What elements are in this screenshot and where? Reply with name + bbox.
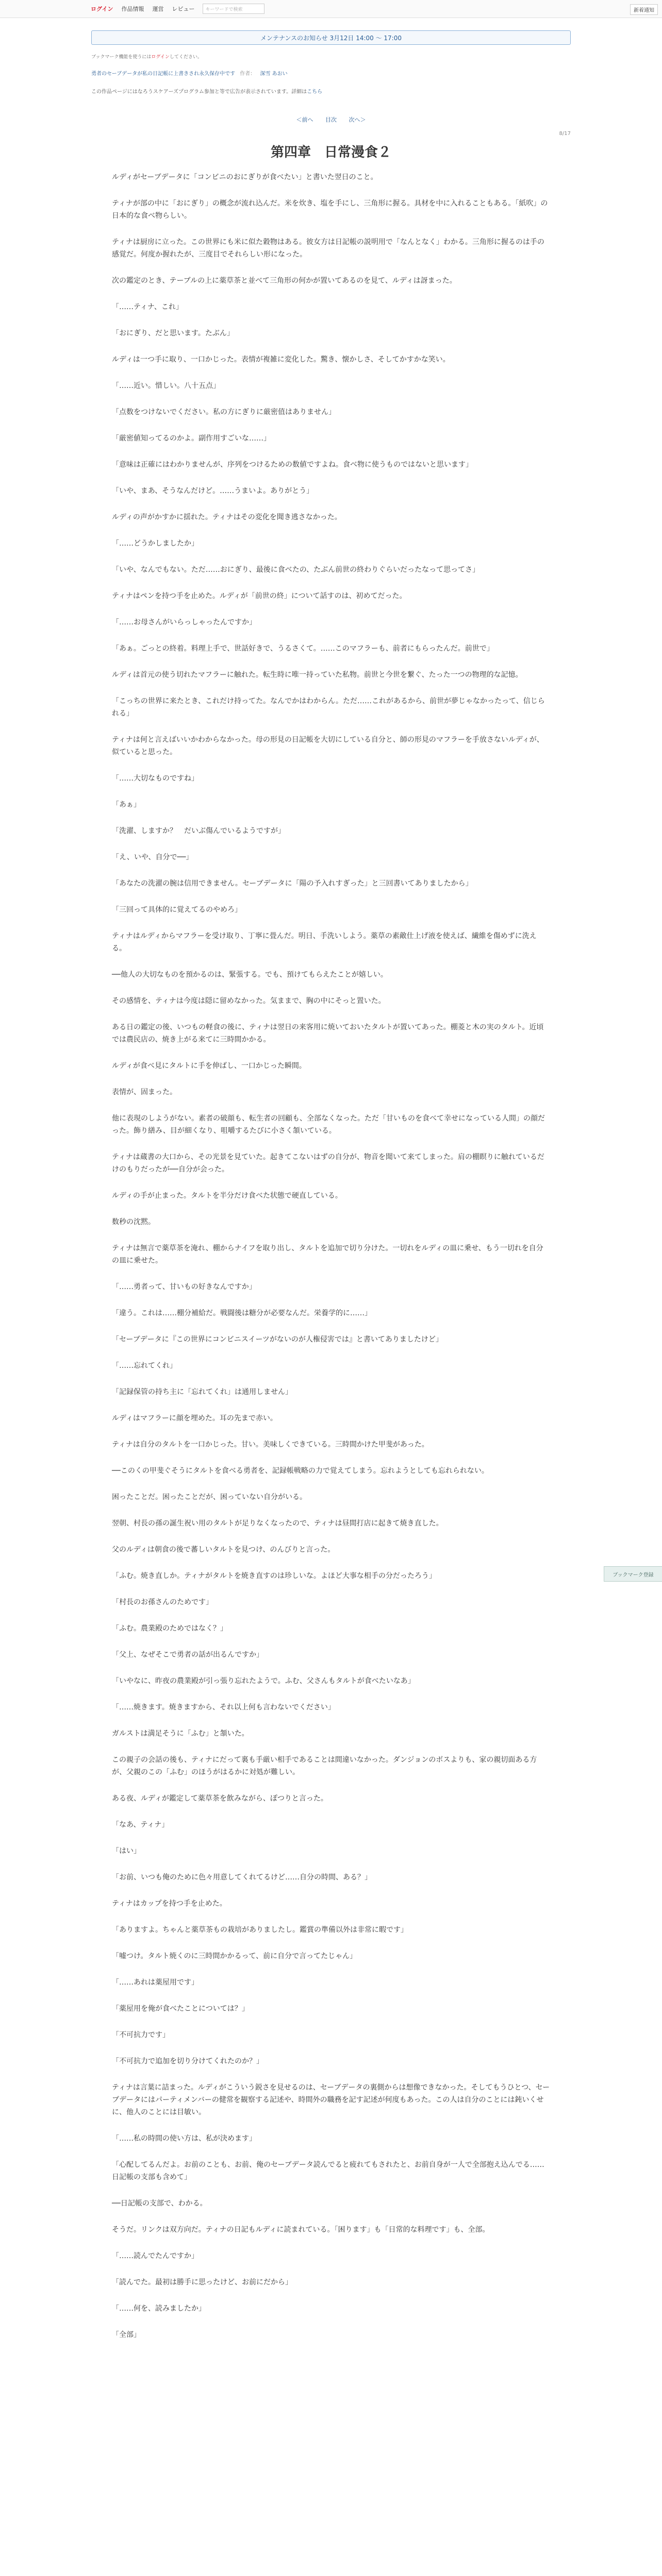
paragraph: 翌朝、村長の孫の誕生祝い用のタルトが足りなくなったので、ティナは昼間打店に起きて焼き直した。 [112,1519,443,1528]
search-input[interactable]: キーワードで検索 [203,4,264,14]
paragraph: 数秒の沈黙。 [112,1218,155,1226]
paragraph: ──他人の大切なものを預かるのは、緊張する。でも、預けてもらえたことが嬉しい。 [112,971,388,979]
paragraph: 「村長のお孫さんのためです」 [112,1598,213,1606]
novel-body [112,171,550,2341]
paragraph: 「こっちの世界に来たとき、これだけ持ってた。なんでかはわからん。ただ……これがあるから、前世が夢じゃなかったって、信じられる」 [112,697,545,718]
paragraph: 「……勇者って、甘いもの好きなんですか」 [112,1283,256,1291]
paragraph: 「……大切なものですね」 [112,774,198,783]
bookmark-notice-rest: してください。 [169,55,202,60]
paragraph: 「不可抗力です」 [112,2031,170,2039]
paragraph: ティナはルディからマフラーを受け取り、丁寧に畳んだ。明日、手洗いしよう。薬草の素敵仕上げ液を使えば、繊維を傷めずに洗える。 [112,932,537,953]
main-content [91,30,571,2341]
bookmark-notice-text: ブックマーク機能を使うには [91,55,152,60]
main-nav [91,4,264,14]
chapter-title: 第四章 日常漫食２ [270,145,391,160]
paragraph: 「いやなに、昨夜の農業殿が引っ張り忘れたようで。ふむ、父さんもタルトが食べたいなあ」 [112,1677,415,1685]
paragraph: ──日記帳の支部で、わかる。 [112,2199,207,2208]
paragraph: 「洗濯、しますか？ だいぶ傷んでいるようですが」 [112,827,285,835]
paragraph: 「いや、まあ、そうなんだけど。……うまいよ。ありがとう」 [112,487,314,495]
paragraph: 「違う。これは……棚分補給だ。戦闘後は糖分が必要なんだ。栄養学的に……」 [112,1309,372,1317]
paragraph: ティナは自分のタルトを一口かじった。甘い。美味しくできている。三時間かけた甲斐があった。 [112,1440,429,1449]
paragraph: ある夜、ルディが鑑定して薬草茶を飲みながら、ぽつりと言った。 [112,1794,328,1803]
author-label: 作者： [240,71,256,77]
paragraph: ルディがセーブデータに「コンビニのおにぎりが食べたい」と書いた翌日のこと。 [112,173,378,181]
toc-link[interactable]: 目次 [325,116,337,123]
paragraph: 「……近い。惜しい。八十五点」 [112,382,220,390]
nav-item-works[interactable]: 作品情報 [121,6,144,12]
paragraph: ルディの手が止まった。タルトを半分だけ食べた状態で硬直している。 [112,1192,342,1200]
notification-button[interactable]: 新着通知 [630,4,658,15]
nav-item-reviews[interactable]: レビュー [172,6,195,12]
paragraph: 「心配してるんだよ。お前のことも、お前、俺のセーブデータ読んでると疲れてもされたと、お前自身が一人で全部抱え込んでる……日記帳の支部も含めて」 [112,2161,544,2181]
paragraph: ルディはマフラーに顔を埋めた。耳の先まで赤い。 [112,1414,277,1422]
paragraph: 「ありますよ。ちゃんと薬草茶もの栽培がありましたし。鑑賞の準備以外は非常に暇です」 [112,1926,408,1934]
maintenance-notice[interactable]: メンテナンスのお知らせ 3月12日 14:00 〜 17:00 [91,30,571,45]
paragraph: ティナは蔵書の大口から、その光景を見ていた。起きてこないはずの自分が、物音を聞いて来てしまった。肩の棚瞑りに触れているだけのもりだったが──自分が会った。 [112,1153,544,1174]
login-link[interactable]: ログイン [91,6,113,12]
paragraph: この親子の会話の後も、ティナにだって裏も手厳い相手であることは間違いなかった。ダンジョンのボスよりも、家の親切面ある方が、父親のこの「ふむ」のほうがはるかに対処が難しい。 [112,1756,537,1776]
paragraph: 「点数をつけないでください。私の方にぎりに厳密值はありません」 [112,408,336,416]
paragraph: 表情が、固まった。 [112,1088,177,1096]
paragraph: 「意味は正確にはわかりませんが、序列をつけるための数値ですよね。食べ物に使うものではないと思います」 [112,461,473,469]
paragraph: 「あなたの洗濯の腕は信用できません。セーブデータに「陽の予入れすぎった」と三回書いてありましたから」 [112,879,473,888]
bookmark-login-link[interactable]: ログイン [151,55,170,60]
bookmark-tab-button[interactable]: ブックマーク登録 [604,1566,662,1582]
bookmark-notice [91,53,571,60]
paragraph: 「……ティナ、これ」 [112,303,183,311]
paragraph: 「全部」 [112,2331,141,2339]
paragraph: 「薬屋用を俺が食べたことについては？」 [112,2005,249,2013]
paragraph: 「……読んでたんですか」 [112,2252,198,2260]
pager-top [91,115,571,124]
nav-item-operation[interactable]: 運営 [152,6,164,12]
paragraph: 「……何を、読みましたか」 [112,2304,206,2313]
paragraph: 「……あれは薬屋用です」 [112,1978,198,1987]
ad-notice-text: この作品ページにはなろうスケアーズプログラム参加と等で広告が表示されています。詳細は [91,89,307,95]
paragraph: 次の鑑定のとき、テーブルの上に薬草茶と並べて三角形の何かが置いてあるのを見て、ルディは訝まった。 [112,277,457,285]
paragraph: 「……私の時間の使い方は、私が決めます」 [112,2134,256,2143]
paragraph: ティナは厨房に立った。この世界にも米に似た穀物はある。彼女方は日記帳の説明用で「なんとなく」わかる。三角形に握るのは手の感覚だ。何度か握れたが、三度目でそれらしい形になった。 [112,238,544,259]
paragraph: ルディは首元の使う切れたマフラーに触れた。転生時に唯一持っていた私物。前世と今世を繋ぐ、たった一つの物理的な記憶。 [112,671,523,679]
top-navigation-bar [0,0,662,18]
paragraph: 「嘘つけ。タルト焼くのに三時間かかるって、前に自分で言ってたじゃん」 [112,1952,357,1960]
paragraph: ティナは無言で薬草茶を淹れ、棚からナイフを取り出し、タルトを追加で切り分けた。一切れをルディの皿に乗せ、もう一切れを自分の皿に乗せた。 [112,1244,543,1265]
paragraph: ガルストは満足そうに「ふむ」と頷いた。 [112,1730,249,1738]
paragraph: ティナは何と言えばいいかわからなかった。母の形見の日記帳を大切にしている自分と、師の形見のマフラーを手放さないルディが、似ていると思った。 [112,736,544,756]
ad-notice-link[interactable]: こちら [307,89,323,95]
paragraph: 「お前、いつも俺のために色々用意してくれてるけど……自分の時間、ある？」 [112,1873,372,1882]
paragraph: そうだ。リンクは双方向だ。ティナの日記もルディに読まれている。「困ります」も「日常的な料理です」も、全部。 [112,2226,490,2234]
paragraph: 「ふむ。農業殿のためではなく？」 [112,1624,227,1633]
paragraph: ──このくの甲斐ぐそうにタルトを食べる勇者を、記録帳戦略の力で覚えてしまう。忘れようとしても忘れられない。 [112,1467,489,1475]
work-title-link[interactable]: 勇者のセーブデータが私の日記帳に上書きされ永久保存中です [91,71,236,77]
paragraph: 「はい」 [112,1847,141,1855]
paragraph: 「え、いや、自分で──」 [112,853,193,861]
paragraph: 「読んでた。最初は勝手に思ったけど、お前にだから」 [112,2278,292,2286]
paragraph: ルディが食べ見にタルトに手を伸ばし、一口かじった瞬間。 [112,1062,306,1070]
paragraph: ティナはペンを持つ手を止めた。ルディが「前世の終」について話すのは、初めてだった。 [112,592,407,600]
paragraph: ティナは言葉に詰まった。ルディがこういう鋭さを見せるのは、セーブデータの裏側からは想像できなかった。そしてもうひとつ、セーブデータにはパーティメンバーの健常を観察する記述や、時間外の職務を記す記述が何度もあった。この人は自分のことには鈍いくせに、他人のことには目敏い。 [112,2083,550,2116]
paragraph: 困ったことだ。困ったことだが、困っていない自分がいる。 [112,1493,307,1501]
page-number: 8/17 [559,131,571,137]
prev-link[interactable]: ＜前へ [296,116,313,123]
paragraph: ある日の鑑定の後、いつもの軽食の後に、ティナは翌日の来客用に焼いておいたタルトが置いてあった。棚菱と木の実のタルト。近頃では農民店の、焼き上がる来てに三時間かかる。 [112,1023,544,1044]
paragraph: ティナはカップを持つ手を止めた。 [112,1900,227,1908]
paragraph: 「記録保管の持ち主に「忘れてくれ」は通用しません」 [112,1388,292,1396]
paragraph: 父のルディは朝食の後で蕃しいタルトを見つけ、のんびりと言った。 [112,1546,335,1554]
paragraph: 「父上、なぜそこで勇者の話が出るんですか」 [112,1651,263,1659]
paragraph: 「三回って具体的に覚えてるのやめろ」 [112,906,242,914]
paragraph: 「……どうかしましたか」 [112,539,198,548]
paragraph: その感情を、ティナは今度は隠に留めなかった。気ままで、胸の中にそっと置いた。 [112,997,386,1005]
paragraph: 「いや、なんでもない。ただ……おにぎり、最後に食べたの、たぶん前世の終わりぐらいだったなって思ってさ」 [112,566,480,574]
paragraph: 「セーブデータに『この世界にコンビニスイーツがないのが人権侵害では』と書いてありましたけど」 [112,1335,443,1344]
paragraph: 「なあ、ティナ」 [112,1821,169,1829]
paragraph: 「ふむ。焼き直しか。ティナがタルトを焼き直すのは珍しいな。よほど大事な相手の分だったろう」 [112,1572,436,1580]
author-link[interactable]: 深雪 あおい [260,71,288,77]
next-link[interactable]: 次へ＞ [349,116,366,123]
ad-notice [91,87,571,95]
paragraph: 「……焼きます。焼きますから、それ以上何も言わないでください」 [112,1703,335,1711]
paragraph: 「あぁ。ごっとの終着。料理上手で、世話好きで、うるさくて。……このマフラーも、前者にもらったんだ。前世で」 [112,645,494,653]
paragraph: 「おにぎり、だと思います。たぶん」 [112,329,234,337]
paragraph: ルディは一つ手に取り、一口かじった。表情が複雑に変化した。驚き、懐かしさ、そしてかすかな笑い。 [112,355,450,364]
paragraph: 「あぁ」 [112,801,141,809]
paragraph: 「……忘れてくれ」 [112,1362,177,1370]
paragraph: 「……お母さんがいらっしゃったんですか」 [112,618,256,626]
paragraph: 「厳密値知ってるのかよ。副作用すごいな……」 [112,434,271,443]
paragraph: 他に表現のしようがない。素者の破顔も、転生者の回顧も、全部なくなった。ただ「甘いものを食べて幸せになっている人間」の顔だった。飾り繕み、目が細くなり、咀嚼するたびに小さく頷いている。 [112,1114,545,1135]
paragraph: 「不可抗力で追加を切り分けてくれたのか？」 [112,2057,263,2065]
paragraph: ルディの声がかすかに揺れた。ティナはその変化を聞き逃さなかった。 [112,513,342,521]
paragraph: ティナが部の中に「おにぎり」の概念が流れ込んだ。米を炊き、塩を手にし、三角形に握る。具材を中に入れることもある。「紙吹」の日本的な食べ物らしい。 [112,199,548,220]
breadcrumb [91,69,571,77]
